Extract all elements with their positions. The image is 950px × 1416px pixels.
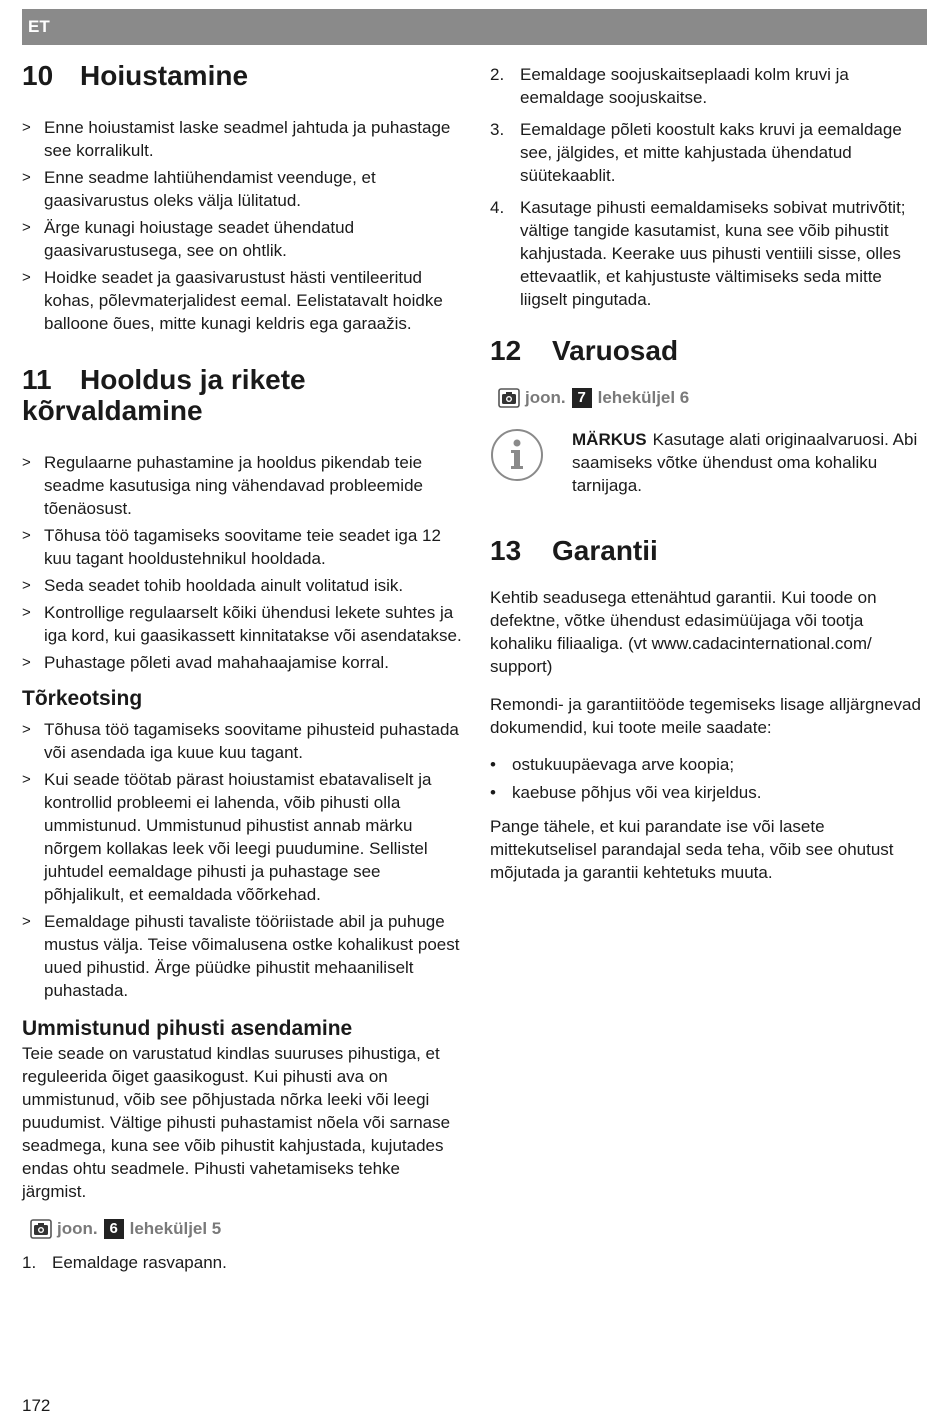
left-column xyxy=(22,60,462,1283)
info-icon xyxy=(490,428,544,482)
bullet-dot-icon: • xyxy=(490,755,496,774)
arrow-bullet-icon: > xyxy=(22,169,31,186)
figure-page: leheküljel 5 xyxy=(129,1219,222,1238)
figure-number: 6 xyxy=(104,1219,124,1239)
arrow-bullet-icon: > xyxy=(22,721,31,738)
figure-prefix: joon. xyxy=(57,1219,98,1238)
note-text: MÄRKUS Kasutage alati originaalvaruosi. Abi saamiseks võtke ühendust oma kohaliku tarnijaga. xyxy=(572,430,918,495)
list-item: > Tõhusa töö tagamiseks soovitame pihusteid puhastada või asendada iga kuue kuu tagant. xyxy=(22,720,459,762)
list-item: > Eemaldage pihusti tavaliste tööriistade abil ja puhuge mustus välja. Teise võimalusena ostke kohalikust poest uued pihustid. Ärge püüdke pihustit mehaaniliselt puhastada. xyxy=(22,912,460,1000)
arrow-bullet-icon: > xyxy=(22,269,31,286)
section-number: 10 xyxy=(22,60,54,91)
section-title-text: Garantii xyxy=(552,535,658,566)
list-item: • kaebuse põhjus või vea kirjeldus. xyxy=(490,783,762,802)
section-13-title xyxy=(490,535,925,566)
arrow-bullet-icon: > xyxy=(22,454,31,471)
list-item: > Regulaarne puhastamine ja hooldus pikendab teie seadme kasutusiga ning vähendavad probleemide tõenäosust. xyxy=(22,453,423,518)
section-title-text: Varuosad xyxy=(552,335,679,366)
maintenance-list xyxy=(22,451,462,674)
camera-icon xyxy=(30,1219,52,1239)
figure-prefix: joon. xyxy=(525,388,566,407)
list-item: > Enne seadme lahtiühendamist veenduge, et gaasivarustus oleks välja lülitatud. xyxy=(22,168,376,210)
step-item: 1. Eemaldage rasvapann. xyxy=(22,1253,227,1272)
step-item: 2. Eemaldage soojuskaitseplaadi kolm kruvi ja eemaldage soojuskaitse. xyxy=(490,65,849,107)
section-number: 11 xyxy=(22,364,52,395)
note-label: MÄRKUS xyxy=(572,430,647,449)
arrow-bullet-icon: > xyxy=(22,771,31,788)
section-number: 13 xyxy=(490,535,522,566)
section-12-title xyxy=(490,335,925,366)
replace-nozzle-heading: Ummistunud pihusti asendamine xyxy=(22,1017,353,1040)
step-item: 4. Kasutage pihusti eemaldamiseks sobivat mutrivõtit; vältige tangide kasutamist, kuna see võib pihustit kahjustada. Keerake uus pihusti ventiili sisse, olles ettevaatlik, et kahjustuste vältimiseks seda mitte liigselt pingutada. xyxy=(490,198,906,309)
step-item: 3. Eemaldage põleti koostult kaks kruvi ja eemaldage see, jälgides, et mitte kahjustada ühendatud süütekaablit. xyxy=(490,120,902,185)
section-title-text: Hoiustamine xyxy=(80,60,249,91)
list-item: > Enne hoiustamist laske seadmel jahtuda ja puhastage see korralikult. xyxy=(22,118,451,160)
note-box xyxy=(490,428,925,497)
language-code: ET xyxy=(28,17,50,36)
steps-list-left xyxy=(22,1251,462,1274)
section-11-title xyxy=(22,364,462,426)
bullet-dot-icon: • xyxy=(490,783,496,802)
arrow-bullet-icon: > xyxy=(22,577,31,594)
list-item: • ostukuupäevaga arve koopia; xyxy=(490,755,735,774)
section-number: 12 xyxy=(490,335,522,366)
figure-page: leheküljel 6 xyxy=(597,388,690,407)
page-number: 172 xyxy=(22,1396,51,1415)
arrow-bullet-icon: > xyxy=(22,119,31,136)
figure-number: 7 xyxy=(572,388,592,408)
section-10-title xyxy=(22,60,462,91)
camera-icon xyxy=(498,388,520,408)
storage-list xyxy=(22,116,462,335)
warranty-paragraph-2: Remondi- ja garantiitööde tegemiseks lisage alljärgnevad dokumendid, kui toote meile saadate: xyxy=(490,695,921,737)
list-item: > Seda seadet tohib hooldada ainult volitatud isik. xyxy=(22,576,404,595)
arrow-bullet-icon: > xyxy=(22,913,31,930)
language-header-bar xyxy=(22,9,927,45)
troubleshooting-heading: Tõrkeotsing xyxy=(22,687,143,710)
arrow-bullet-icon: > xyxy=(22,527,31,544)
arrow-bullet-icon: > xyxy=(22,654,31,671)
figure-reference[interactable] xyxy=(30,1219,462,1239)
list-item: > Kui seade töötab pärast hoiustamist ebatavaliselt ja kontrollid probleemi ei lahenda, võib pihusti olla ummistunud. Ummistunud pihustist annab märku nõrgem kollakas leek või leegi puudumine. Sellistel juhtudel eemaldage pihusti ja puhastage see põhjalikult, et eemaldada võõrkehad. xyxy=(22,770,432,904)
arrow-bullet-icon: > xyxy=(22,604,31,621)
troubleshooting-list xyxy=(22,718,462,1002)
warranty-paragraph-3: Pange tähele, et kui parandate ise või lasete mittekutselisel parandajal seda teha, võib see ohutust mõjutada ja garantii kehtetuks muuta. xyxy=(490,817,894,882)
list-item: > Hoidke seadet ja gaasivarustust hästi ventileeritud kohas, põlevmaterjalidest eemal. Eelistatavalt hoidke balloone õues, mitte kunagi keldris ega garaažis. xyxy=(22,268,443,333)
arrow-bullet-icon: > xyxy=(22,219,31,236)
steps-list-right xyxy=(490,63,925,311)
list-item: > Ärge kunagi hoiustage seadet ühendatud gaasivarustusega, see on ohtlik. xyxy=(22,218,355,260)
list-item: > Puhastage põleti avad mahahaajamise korral. xyxy=(22,653,389,672)
figure-reference[interactable] xyxy=(498,388,925,408)
list-item: > Tõhusa töö tagamiseks soovitame teie seadet iga 12 kuu tagant hooldustehnikul hooldada. xyxy=(22,526,441,568)
right-column xyxy=(490,63,925,884)
list-item: > Kontrollige regulaarselt kõiki ühendusi lekete suhtes ja iga kord, kui gaasikassett kinnitatakse või asendatakse. xyxy=(22,603,462,645)
section-title-line1: Hooldus ja rikete xyxy=(80,364,306,395)
section-title-line2: kõrvaldamine xyxy=(22,395,203,426)
warranty-documents-list xyxy=(490,753,925,804)
warranty-paragraph-1: Kehtib seadusega ettenähtud garantii. Kui toode on defektne, võtke ühendust edasimüüjaga või tootja kohaliku filiaaliga. (vt www.cadacinternational.com/ support) xyxy=(490,588,877,676)
replace-nozzle-text: Teie seade on varustatud kindlas suuruses pihustiga, et reguleerida õiget gaasikogust. Kui pihusti ava on ummistunud, võib see põhjustada nõrka leeki või leegi puudumist. Vältige pihusti puhastamist nõela või sarnase seadmega, kuna see võib pihustit kahjustada, kujutades endas ohtu seadmele. Pihusti vahetamiseks tehke järgmist. xyxy=(22,1044,451,1201)
